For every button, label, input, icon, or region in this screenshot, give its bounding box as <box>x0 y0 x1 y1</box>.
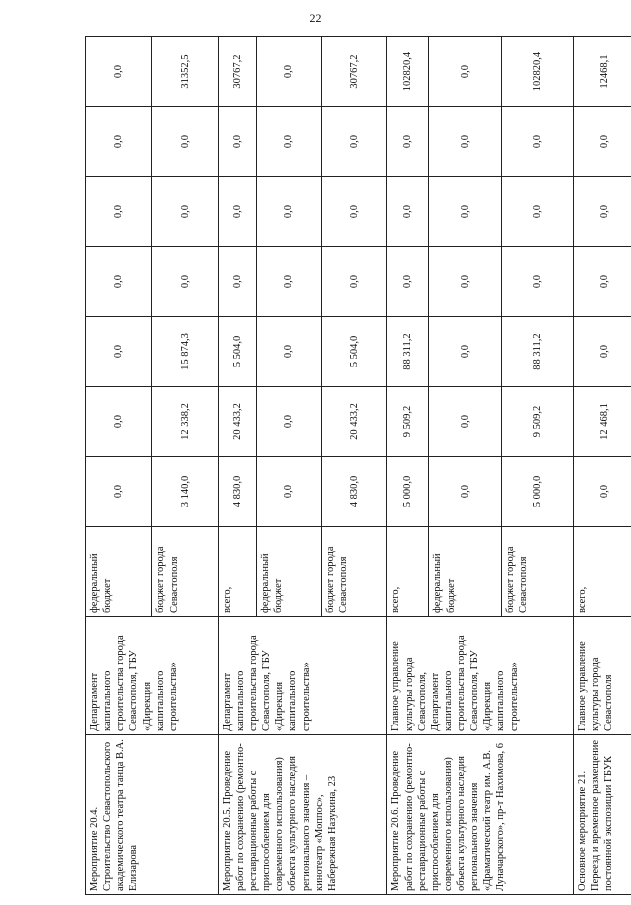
year-value-cell: 0,0 <box>429 317 501 387</box>
year-value-cell: 0,0 <box>501 247 573 317</box>
year-value-cell: 0,0 <box>256 457 321 527</box>
page-number: 22 <box>309 11 322 25</box>
total-value-cell: 30767,2 <box>322 37 387 107</box>
funding-source-cell: федеральный бюджет <box>256 527 321 617</box>
funding-source-cell: всего, <box>218 527 256 617</box>
year-value-cell: 0,0 <box>429 107 501 177</box>
year-value-cell: 0,0 <box>86 457 152 527</box>
year-value-cell: 0,0 <box>322 247 387 317</box>
funding-source-cell: бюджет города Севастополя <box>322 527 387 617</box>
year-value-cell: 20 433,2 <box>322 387 387 457</box>
table-row <box>574 37 631 895</box>
activity-cell: Мероприятие 20.6. Проведение работ по сохранению (ремонтно-реставрационные работы с приспособлением для современного использования) объекта культурного наследия регионального значения «Драматический театр им. А.В. Луначарского», пр-т Нахимова, 6 <box>387 735 574 895</box>
year-value-cell: 0,0 <box>218 177 256 247</box>
total-value-cell: 12468,1 <box>574 37 631 107</box>
total-value-cell: 102820,4 <box>501 37 573 107</box>
year-value-cell: 0,0 <box>574 317 631 387</box>
year-value-cell: 5 000,0 <box>501 457 573 527</box>
executor-cell: Департамент капитального строительства города Севастополя, ГБУ «Дирекция капитального строительства» <box>218 617 387 735</box>
year-value-cell: 0,0 <box>574 457 631 527</box>
year-value-cell: 0,0 <box>429 177 501 247</box>
year-value-cell: 0,0 <box>387 247 429 317</box>
year-value-cell: 0,0 <box>387 177 429 247</box>
funding-source-cell: всего, <box>387 527 429 617</box>
year-value-cell: 0,0 <box>429 247 501 317</box>
rotated-table-container <box>85 37 631 895</box>
executor-cell: Главное управление культуры города Севастополя <box>574 617 631 735</box>
year-value-cell: 0,0 <box>256 317 321 387</box>
year-value-cell: 0,0 <box>256 247 321 317</box>
year-value-cell: 0,0 <box>152 177 218 247</box>
year-value-cell: 0,0 <box>429 457 501 527</box>
activity-cell: Основное мероприятие 21. Переезд и временное размещение постоянной экспозиции ГБУК <box>574 735 631 895</box>
total-value-cell: 0,0 <box>86 37 152 107</box>
year-value-cell: 0,0 <box>501 107 573 177</box>
year-value-cell: 0,0 <box>86 387 152 457</box>
funding-source-cell: федеральный бюджет <box>429 527 501 617</box>
year-value-cell: 0,0 <box>86 107 152 177</box>
total-value-cell: 102820,4 <box>387 37 429 107</box>
funding-source-cell: федеральный бюджет <box>86 527 152 617</box>
year-value-cell: 9 509,2 <box>501 387 573 457</box>
executor-cell: Департамент капитального строительства города Севастополя, ГБУ «Дирекция капитального строительства» <box>86 617 219 735</box>
year-value-cell: 0,0 <box>218 107 256 177</box>
year-value-cell: 0,0 <box>322 107 387 177</box>
table-row <box>86 37 152 895</box>
budget-table <box>85 36 631 895</box>
year-value-cell: 0,0 <box>387 107 429 177</box>
total-value-cell: 30767,2 <box>218 37 256 107</box>
funding-source-cell: бюджет города Севастополя <box>501 527 573 617</box>
year-value-cell: 0,0 <box>574 247 631 317</box>
year-value-cell: 0,0 <box>86 317 152 387</box>
total-value-cell: 0,0 <box>429 37 501 107</box>
year-value-cell: 0,0 <box>256 107 321 177</box>
funding-source-cell: всего, <box>574 527 631 617</box>
year-value-cell: 4 830,0 <box>322 457 387 527</box>
year-value-cell: 0,0 <box>574 177 631 247</box>
table-row <box>218 37 256 895</box>
year-value-cell: 0,0 <box>86 177 152 247</box>
year-value-cell: 0,0 <box>256 387 321 457</box>
total-value-cell: 31352,5 <box>152 37 218 107</box>
table-row <box>387 37 429 895</box>
activity-cell: Мероприятие 20.4. Строительство Севастопольского академического театра танца В.А. Елизарова <box>86 735 219 895</box>
year-value-cell: 0,0 <box>574 107 631 177</box>
year-value-cell: 0,0 <box>152 107 218 177</box>
year-value-cell: 0,0 <box>322 177 387 247</box>
year-value-cell: 0,0 <box>501 177 573 247</box>
year-value-cell: 0,0 <box>86 247 152 317</box>
year-value-cell: 12 338,2 <box>152 387 218 457</box>
funding-source-cell: бюджет города Севастополя <box>152 527 218 617</box>
year-value-cell: 5 504,0 <box>322 317 387 387</box>
year-value-cell: 0,0 <box>218 247 256 317</box>
year-value-cell: 9 509,2 <box>387 387 429 457</box>
year-value-cell: 5 000,0 <box>387 457 429 527</box>
year-value-cell: 12 468,1 <box>574 387 631 457</box>
year-value-cell: 3 140,0 <box>152 457 218 527</box>
year-value-cell: 88 311,2 <box>387 317 429 387</box>
activity-cell: Мероприятие 20.5. Проведение работ по сохранению (ремонтно-реставрационные работы с приспособлением для современного использования) объекта культурного наследия регионального значения – кинотеатр «Моппос», Набережная Назукина, 23 <box>218 735 387 895</box>
year-value-cell: 0,0 <box>256 177 321 247</box>
year-value-cell: 5 504,0 <box>218 317 256 387</box>
year-value-cell: 15 874,3 <box>152 317 218 387</box>
executor-cell: Главное управление культуры города Севастополя, Департамент капитального строительства города Севастополя, ГБУ «Дирекция капитального строительства» <box>387 617 574 735</box>
year-value-cell: 0,0 <box>429 387 501 457</box>
year-value-cell: 20 433,2 <box>218 387 256 457</box>
year-value-cell: 0,0 <box>152 247 218 317</box>
total-value-cell: 0,0 <box>256 37 321 107</box>
year-value-cell: 4 830,0 <box>218 457 256 527</box>
year-value-cell: 88 311,2 <box>501 317 573 387</box>
